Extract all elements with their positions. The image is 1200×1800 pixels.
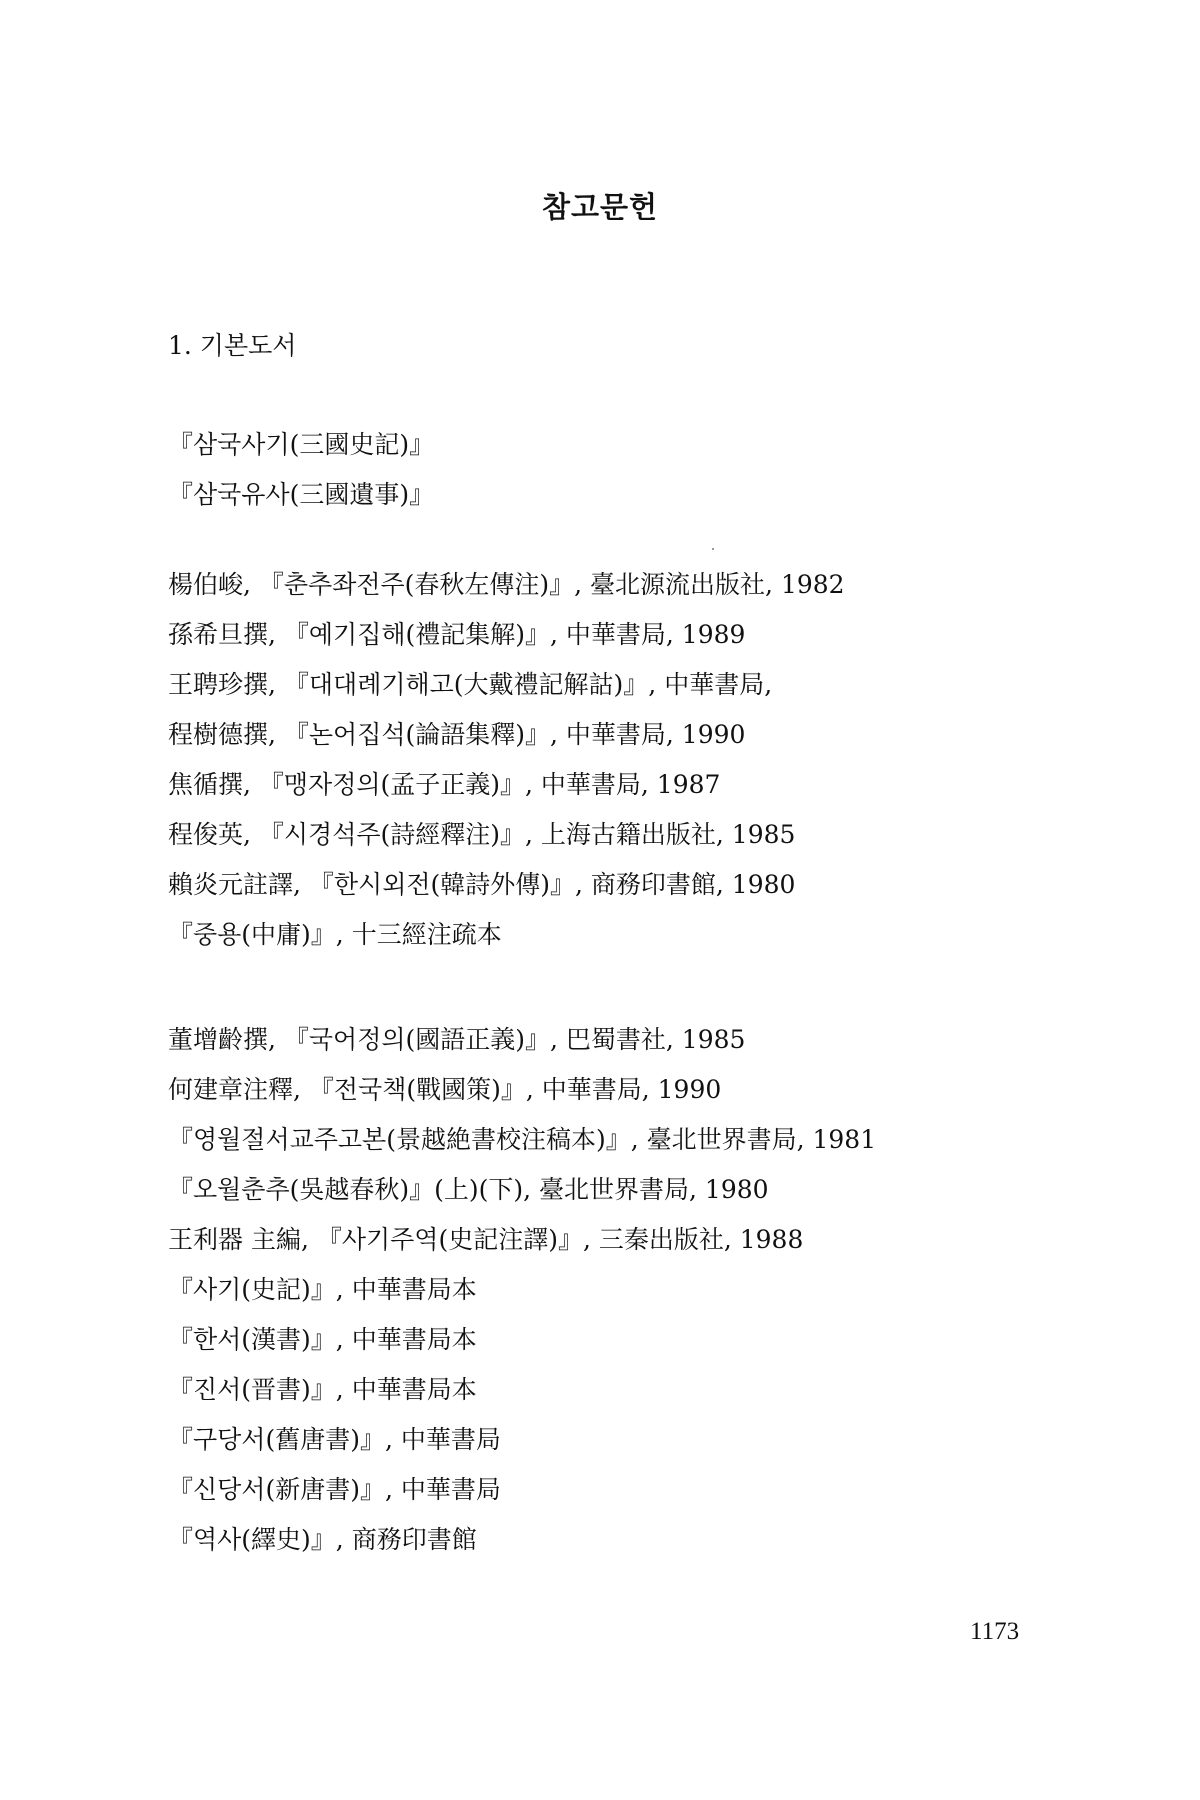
reference-entry: 『구당서(舊唐書)』, 中華書局	[168, 1425, 501, 1454]
scan-speck	[712, 548, 714, 550]
page-title: 참고문헌	[541, 190, 659, 225]
page-number: 1173	[970, 1618, 1020, 1645]
reference-entry: 孫希旦撰, 『예기집해(禮記集解)』, 中華書局, 1989	[168, 620, 746, 649]
reference-entry: 董增齡撰, 『국어정의(國語正義)』, 巴蜀書社, 1985	[168, 1025, 746, 1054]
reference-entry: 『진서(晋書)』, 中華書局本	[168, 1375, 477, 1404]
reference-entry: 王利器 主編, 『사기주역(史記注譯)』, 三秦出版社, 1988	[168, 1225, 804, 1254]
reference-entry: 楊伯峻, 『춘추좌전주(春秋左傳注)』, 臺北源流出版社, 1982	[168, 570, 845, 599]
reference-entry: 賴炎元註譯, 『한시외전(韓詩外傳)』, 商務印書館, 1980	[168, 870, 796, 899]
reference-entry: 程樹德撰, 『논어집석(論語集釋)』, 中華書局, 1990	[168, 720, 746, 749]
reference-entry: 『삼국사기(三國史記)』	[168, 430, 435, 459]
reference-entry: 『역사(繹史)』, 商務印書館	[168, 1525, 477, 1554]
reference-group-histories	[168, 1015, 876, 1565]
reference-group-primary-sources	[168, 420, 434, 520]
reference-group-classics	[168, 560, 845, 960]
section-heading: 1. 기본도서	[168, 331, 297, 360]
reference-entry: 王聘珍撰, 『대대례기해고(大戴禮記解詁)』, 中華書局,	[168, 670, 773, 699]
reference-entry: 『중용(中庸)』, 十三經注疏本	[168, 920, 502, 949]
reference-entry: 程俊英, 『시경석주(詩經釋注)』, 上海古籍出版社, 1985	[168, 820, 796, 849]
reference-entry: 焦循撰, 『맹자정의(孟子正義)』, 中華書局, 1987	[168, 770, 721, 799]
reference-entry: 『삼국유사(三國遺事)』	[168, 480, 435, 509]
reference-entry: 『신당서(新唐書)』, 中華書局	[168, 1475, 501, 1504]
reference-entry: 『오월춘추(吳越春秋)』(上)(下), 臺北世界書局, 1980	[168, 1175, 769, 1204]
reference-entry: 『사기(史記)』, 中華書局本	[168, 1275, 477, 1304]
reference-entry: 『한서(漢書)』, 中華書局本	[168, 1325, 477, 1354]
reference-entry: 『영월절서교주고본(景越絶書校注稿本)』, 臺北世界書局, 1981	[168, 1125, 877, 1154]
reference-entry: 何建章注釋, 『전국책(戰國策)』, 中華書局, 1990	[168, 1075, 722, 1104]
